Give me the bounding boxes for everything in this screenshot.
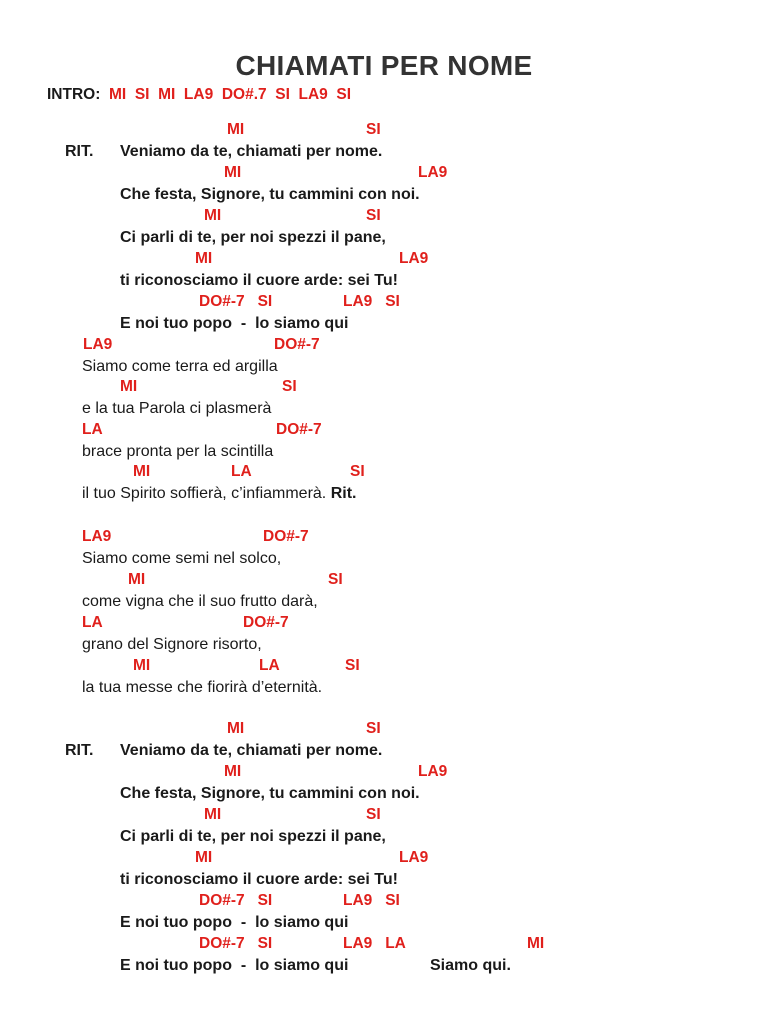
chord: LA9 LA (343, 935, 406, 952)
chord: DO#-7 SI (199, 293, 273, 310)
lyric-line: ti riconosciamo il cuore arde: sei Tu! (120, 871, 398, 888)
chord: DO#-7 (263, 528, 309, 545)
chord: LA (82, 614, 103, 631)
chord: SI (328, 571, 343, 588)
lyric-line: E noi tuo popo - lo siamo qui (120, 957, 349, 974)
chord: LA9 (418, 763, 448, 780)
chord: SI (366, 806, 381, 823)
chord: SI (366, 121, 381, 138)
intro-label: INTRO: (47, 86, 101, 103)
chord: SI (366, 207, 381, 224)
chord: MI (224, 763, 242, 780)
chord: MI (133, 463, 151, 480)
refrain-label: RIT. (65, 143, 94, 160)
lyric-line: brace pronta per la scintilla (82, 443, 274, 460)
chord: LA9 (83, 336, 113, 353)
chord: MI (227, 720, 245, 737)
lyric-text: il tuo Spirito soffierà, c’infiammerà. (82, 485, 327, 502)
chord: DO#-7 SI (199, 892, 273, 909)
lyric-line: ti riconosciamo il cuore arde: sei Tu! (120, 272, 398, 289)
chord: SI (350, 463, 365, 480)
lyric-line: Che festa, Signore, tu cammini con noi. (120, 785, 420, 802)
chord: MI (195, 849, 213, 866)
lyric-line: Ci parli di te, per noi spezzi il pane, (120, 229, 386, 246)
chord: LA (82, 421, 103, 438)
chord: LA (231, 463, 252, 480)
lyric-line-tail: Siamo qui. (430, 957, 511, 974)
chord: LA9 SI (343, 892, 400, 909)
chord: LA9 (418, 164, 448, 181)
chord: LA9 (399, 849, 429, 866)
chord: MI (527, 935, 545, 952)
lyric-line: E noi tuo popo - lo siamo qui (120, 914, 349, 931)
chord: LA9 SI (343, 293, 400, 310)
lyric-line: Siamo come semi nel solco, (82, 550, 282, 567)
lyric-line: la tua messe che fiorirà d’eternità. (82, 679, 323, 696)
chord: DO#-7 (243, 614, 289, 631)
chord: MI (195, 250, 213, 267)
song-title: CHIAMATI PER NOME (235, 50, 533, 81)
chord: MI (227, 121, 245, 138)
refrain-label: RIT. (65, 742, 94, 759)
lyric-line: Veniamo da te, chiamati per nome. (120, 143, 383, 160)
chord: MI (120, 378, 138, 395)
chord: DO#-7 SI (199, 935, 273, 952)
lyric-line: E noi tuo popo - lo siamo qui (120, 315, 349, 332)
lyric-line: Siamo come terra ed argilla (82, 358, 278, 375)
lyric-line: Che festa, Signore, tu cammini con noi. (120, 186, 420, 203)
chord: SI (366, 720, 381, 737)
lyric-line: Ci parli di te, per noi spezzi il pane, (120, 828, 386, 845)
chord: LA9 (82, 528, 112, 545)
lyric-line: e la tua Parola ci plasmerà (82, 400, 272, 417)
chord: DO#-7 (274, 336, 320, 353)
lyric-line: come vigna che il suo frutto darà, (82, 593, 318, 610)
chord: SI (282, 378, 297, 395)
chord: MI (224, 164, 242, 181)
chord: DO#-7 (276, 421, 322, 438)
lyric-line (82, 484, 356, 504)
intro-line (47, 86, 351, 104)
chord: SI (345, 657, 360, 674)
chord: MI (204, 806, 222, 823)
chord: MI (128, 571, 146, 588)
lyric-line: grano del Signore risorto, (82, 636, 262, 653)
chord: LA9 (399, 250, 429, 267)
refrain-cue: Rit. (330, 485, 357, 502)
intro-chords: MI SI MI LA9 DO#.7 SI LA9 SI (109, 86, 352, 103)
lyric-line: Veniamo da te, chiamati per nome. (120, 742, 383, 759)
chord: LA (259, 657, 280, 674)
chord: MI (133, 657, 151, 674)
chord: MI (204, 207, 222, 224)
